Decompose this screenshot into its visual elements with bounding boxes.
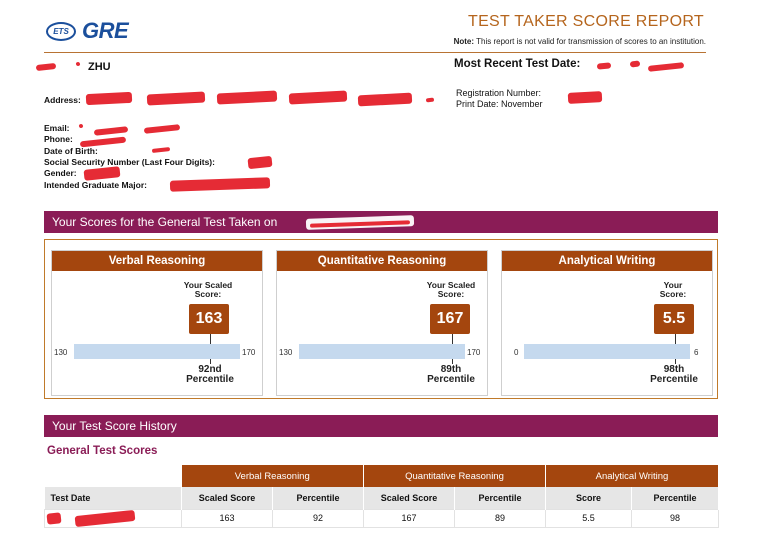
redaction-mark <box>144 124 180 134</box>
percentile-word: Percentile <box>186 374 234 385</box>
redaction-mark <box>630 60 641 67</box>
score-card-quantitative <box>276 250 488 396</box>
scale-max: 170 <box>467 348 481 357</box>
redaction-mark <box>80 137 126 148</box>
column-header-writing-score: Score <box>546 487 632 509</box>
scale-max: 170 <box>242 348 256 357</box>
redaction-mark <box>84 166 121 181</box>
your-score-label-line2: Score: <box>659 289 687 299</box>
print-date-label: Print Date: November <box>456 99 543 109</box>
percentile-rank: 98th <box>663 364 685 375</box>
registration-block <box>456 88 543 110</box>
column-header-writing-percentile: Percentile <box>632 487 719 509</box>
group-header-verbal: Verbal Reasoning <box>182 465 364 487</box>
quant-scaled-cell: 167 <box>364 509 455 527</box>
registration-number-label: Registration Number: <box>456 88 542 98</box>
scale-min: 130 <box>279 348 293 357</box>
redaction-mark <box>247 156 272 169</box>
general-test-scores-heading: General Test Scores <box>47 445 158 457</box>
report-note <box>454 37 706 46</box>
score-card-analytical-writing <box>501 250 713 396</box>
redaction-mark <box>289 90 347 104</box>
card-title: Verbal Reasoning <box>52 251 262 271</box>
ets-logo-icon: ETS <box>46 22 76 41</box>
your-score-label <box>178 281 238 299</box>
ssn-label: Social Security Number (Last Four Digits): <box>44 157 215 167</box>
candidate-name: ZHU <box>88 61 111 73</box>
table-group-header-row <box>45 465 719 487</box>
card-title: Quantitative Reasoning <box>277 251 487 271</box>
redaction-mark <box>75 509 136 526</box>
note-label: Note: <box>453 37 475 46</box>
percentile-word: Percentile <box>427 374 475 385</box>
card-title: Analytical Writing <box>502 251 712 271</box>
email-label: Email: <box>44 123 70 133</box>
redaction-mark <box>568 91 603 104</box>
intended-major-label: Intended Graduate Major: <box>44 180 147 190</box>
redaction-mark <box>36 63 57 71</box>
redaction-mark <box>217 90 277 104</box>
your-score-label-line2: Score: <box>194 289 222 299</box>
scale-max: 6 <box>694 348 699 357</box>
scale-min: 0 <box>514 348 519 357</box>
score-scale-bar <box>299 344 465 359</box>
column-header-verbal-percentile: Percentile <box>273 487 364 509</box>
your-score-label <box>648 281 698 299</box>
your-score-label-line1: Your Scaled <box>426 280 476 290</box>
your-score-label <box>421 281 481 299</box>
table-column-header-row <box>45 487 719 509</box>
scaled-score-value: 5.5 <box>654 304 694 334</box>
score-history-table <box>44 465 719 528</box>
phone-label: Phone: <box>44 134 73 144</box>
table-row <box>45 509 719 527</box>
redaction-mark <box>426 98 434 103</box>
percentile-label <box>642 365 706 385</box>
column-header-verbal-scaled: Scaled Score <box>182 487 273 509</box>
score-scale-bar <box>524 344 690 359</box>
gre-logo-text: GRE <box>82 18 129 43</box>
history-section-title: Your Test Score History <box>52 419 177 433</box>
scaled-score-value: 167 <box>430 304 470 334</box>
percentile-rank: 92nd <box>198 364 222 375</box>
header-divider <box>44 52 706 53</box>
scaled-score-value: 163 <box>189 304 229 334</box>
redaction-mark <box>147 91 205 105</box>
redaction-mark <box>46 512 61 524</box>
gender-label: Gender: <box>44 168 77 178</box>
note-text: This report is not valid for transmission of scores to an institution. <box>476 37 706 46</box>
test-date-cell <box>45 509 182 527</box>
score-scale-bar <box>74 344 240 359</box>
writing-percentile-cell: 98 <box>632 509 719 527</box>
your-score-label-line1: Your <box>663 280 683 290</box>
ets-gre-logo <box>46 18 128 44</box>
scale-min: 130 <box>54 348 68 357</box>
group-header-analytical: Analytical Writing <box>546 465 719 487</box>
redaction-mark <box>152 147 170 153</box>
percentile-label <box>419 365 483 385</box>
score-card-verbal <box>51 250 263 396</box>
group-header-quantitative: Quantitative Reasoning <box>364 465 546 487</box>
verbal-percentile-cell: 92 <box>273 509 364 527</box>
scores-section-title: Your Scores for the General Test Taken on <box>52 215 278 229</box>
verbal-scaled-cell: 163 <box>182 509 273 527</box>
your-score-label-line1: Your Scaled <box>183 280 233 290</box>
table-corner-cell <box>45 465 182 487</box>
column-header-quant-percentile: Percentile <box>455 487 546 509</box>
redaction-mark <box>358 93 413 107</box>
percentile-word: Percentile <box>650 374 698 385</box>
redaction-mark <box>86 92 133 105</box>
redaction-mark <box>78 123 83 128</box>
redaction-mark <box>94 126 128 136</box>
quant-percentile-cell: 89 <box>455 509 546 527</box>
percentile-rank: 89th <box>440 364 462 375</box>
address-label: Address: <box>44 95 81 105</box>
column-header-test-date: Test Date <box>45 487 182 509</box>
writing-score-cell: 5.5 <box>546 509 632 527</box>
history-section-header <box>44 415 718 437</box>
percentile-label <box>178 365 242 385</box>
your-score-label-line2: Score: <box>437 289 465 299</box>
redaction-mark <box>75 61 80 66</box>
date-of-birth-label: Date of Birth: <box>44 146 98 156</box>
most-recent-test-date-label: Most Recent Test Date: <box>454 58 581 70</box>
redaction-mark <box>597 62 612 69</box>
report-title: TEST TAKER SCORE REPORT <box>468 13 704 30</box>
redaction-mark <box>170 177 270 191</box>
redaction-mark <box>648 62 684 72</box>
column-header-quant-scaled: Scaled Score <box>364 487 455 509</box>
